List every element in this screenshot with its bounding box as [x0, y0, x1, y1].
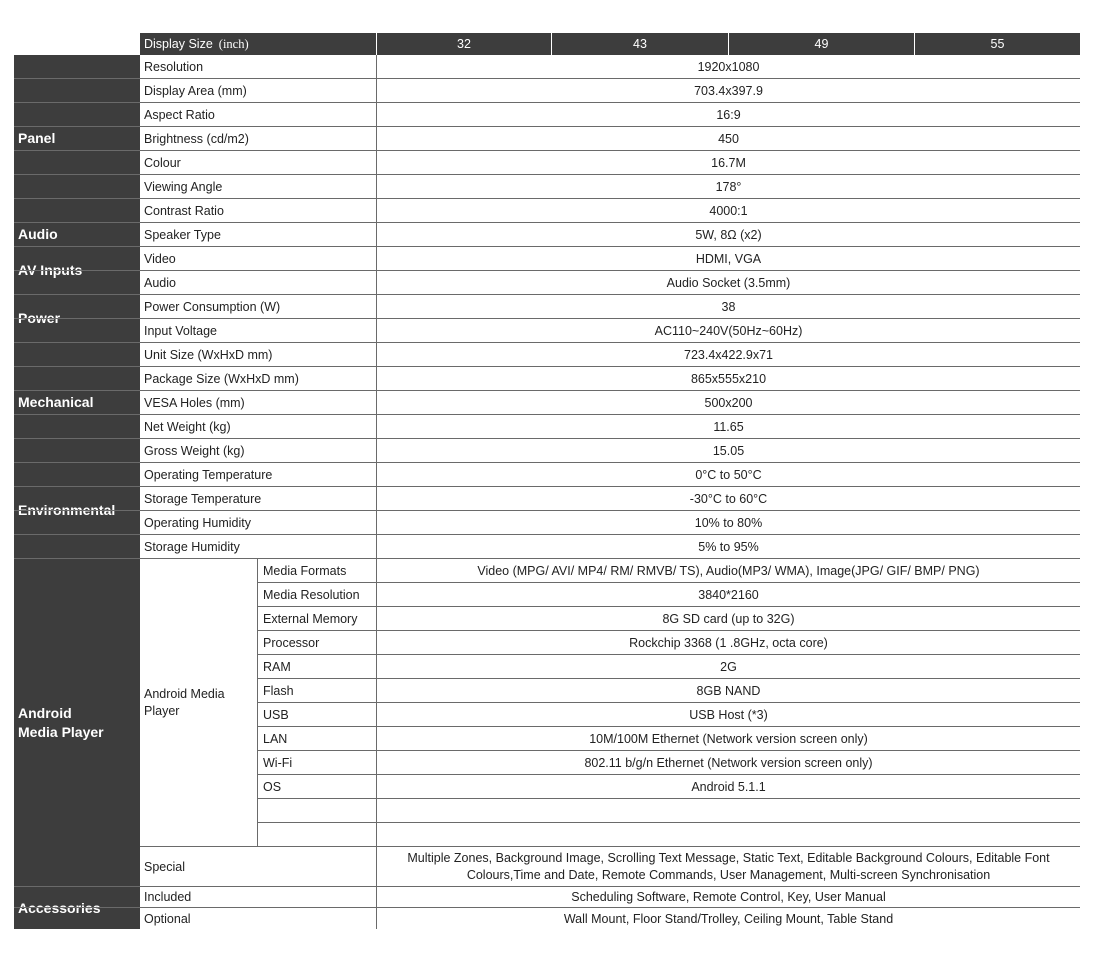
table-header: [140, 33, 1080, 55]
row-value: -30°C to 60°C: [376, 487, 1080, 510]
table-row: [14, 908, 1080, 929]
row-label: Package Size (WxHxD mm): [144, 371, 299, 386]
row-sublabel: [257, 799, 376, 822]
row-label: Unit Size (WxHxD mm): [144, 347, 273, 362]
table-row: [14, 535, 1080, 559]
row-sublabel: [257, 823, 376, 846]
table-row: [257, 631, 1080, 655]
category-android: Android Media Player: [14, 559, 140, 887]
table-row-special: [14, 847, 1080, 887]
row-value: 865x555x210: [376, 367, 1080, 390]
header-size-43: 43: [551, 33, 728, 55]
row-label: Contrast Ratio: [144, 203, 224, 218]
table-row: [14, 511, 1080, 535]
row-value: 178°: [376, 175, 1080, 198]
row-value: Wall Mount, Floor Stand/Trolley, Ceiling Mount, Table Stand: [376, 908, 1080, 929]
table-row: [14, 151, 1080, 175]
table-row: [14, 367, 1080, 391]
category-power: Power: [14, 295, 140, 343]
row-value: 8G SD card (up to 32G): [376, 607, 1080, 630]
table-row: [257, 703, 1080, 727]
row-value: 802.11 b/g/n Ethernet (Network version screen only): [376, 751, 1080, 774]
row-sublabel: OS: [257, 775, 376, 798]
row-label: Included: [144, 890, 192, 904]
category-av-inputs: AV Inputs: [14, 247, 140, 295]
header-size-32: 32: [376, 33, 551, 55]
row-label: Special: [144, 859, 185, 874]
table-row: [257, 751, 1080, 775]
row-value: Scheduling Software, Remote Control, Key, User Manual: [376, 887, 1080, 907]
table-row: [14, 199, 1080, 223]
row-value: Multiple Zones, Background Image, Scrolling Text Message, Static Text, Editable Background Colours, Editable Font Colours,Time and Date, Remote Commands, User Management, Multi-screen Synchronisation: [376, 847, 1080, 886]
row-sublabel: Wi-Fi: [257, 751, 376, 774]
header-label: Display Size: [144, 37, 213, 51]
row-sublabel: Processor: [257, 631, 376, 654]
row-value: 0°C to 50°C: [376, 463, 1080, 486]
table-row: [14, 463, 1080, 487]
row-label: Gross Weight (kg): [144, 443, 245, 458]
row-value: 10M/100M Ethernet (Network version screen only): [376, 727, 1080, 750]
row-sublabel: Flash: [257, 679, 376, 702]
header-unit: (inch): [218, 36, 249, 51]
header-size-49: 49: [728, 33, 914, 55]
row-sublabel: External Memory: [257, 607, 376, 630]
table-row: [257, 607, 1080, 631]
category-panel: Panel: [14, 55, 140, 223]
table-row: [257, 775, 1080, 799]
header-size-55: 55: [914, 33, 1080, 55]
row-value: [376, 799, 1080, 822]
row-value: Android 5.1.1: [376, 775, 1080, 798]
row-sublabel: Media Resolution: [257, 583, 376, 606]
row-value: 703.4x397.9: [376, 79, 1080, 102]
table-row: [14, 295, 1080, 319]
row-label: Audio: [144, 275, 176, 290]
row-value: 2G: [376, 655, 1080, 678]
row-value: 450: [376, 127, 1080, 150]
category-audio: Audio: [14, 223, 140, 247]
row-value: 1920x1080: [376, 55, 1080, 78]
table-row: [257, 583, 1080, 607]
row-label: Net Weight (kg): [144, 419, 231, 434]
row-sublabel: RAM: [257, 655, 376, 678]
table-row: [14, 79, 1080, 103]
row-value: USB Host (*3): [376, 703, 1080, 726]
row-value: 38: [376, 295, 1080, 318]
row-label: Storage Temperature: [144, 491, 262, 506]
table-row: [14, 175, 1080, 199]
row-value: 16:9: [376, 103, 1080, 126]
table-row: [257, 823, 1080, 847]
row-value: [376, 823, 1080, 846]
row-label: Display Area (mm): [144, 83, 247, 98]
row-label: Colour: [144, 155, 181, 170]
android-group-bottom: [140, 559, 257, 847]
row-label: Optional: [144, 911, 191, 926]
row-value: 723.4x422.9x71: [376, 343, 1080, 366]
row-value: Video (MPG/ AVI/ MP4/ RM/ RMVB/ TS), Audio(MP3/ WMA), Image(JPG/ GIF/ BMP/ PNG): [376, 559, 1080, 582]
category-accessories: Accessories: [14, 887, 140, 929]
table-row: [14, 439, 1080, 463]
row-value: 3840*2160: [376, 583, 1080, 606]
row-label: Operating Temperature: [144, 467, 273, 482]
row-value: 15.05: [376, 439, 1080, 462]
row-label: Video: [144, 251, 176, 266]
row-value: Rockchip 3368 (1 .8GHz, octa core): [376, 631, 1080, 654]
row-value: HDMI, VGA: [376, 247, 1080, 270]
table-row: [14, 55, 1080, 79]
row-label: Resolution: [144, 59, 204, 74]
table-row: [14, 343, 1080, 367]
table-row: [14, 887, 1080, 908]
row-value: 4000:1: [376, 199, 1080, 222]
table-row: [257, 559, 1080, 583]
table-row: [14, 415, 1080, 439]
table-row: [257, 679, 1080, 703]
spec-table: [14, 33, 1080, 929]
row-label: Brightness (cd/m2): [144, 131, 249, 146]
row-sublabel: LAN: [257, 727, 376, 750]
header-display-size: [140, 33, 376, 55]
row-value: 11.65: [376, 415, 1080, 438]
table-row: [14, 487, 1080, 511]
row-label: Operating Humidity: [144, 515, 251, 530]
table-row: [14, 127, 1080, 151]
android-group-label: Android Media Player: [144, 687, 225, 718]
category-environmental: Environmental: [14, 463, 140, 559]
table-row: [14, 103, 1080, 127]
table-row: [14, 247, 1080, 271]
row-label: VESA Holes (mm): [144, 395, 245, 410]
table-row: [257, 727, 1080, 751]
table-row: [14, 391, 1080, 415]
row-value: 5W, 8Ω (x2): [376, 223, 1080, 246]
row-sublabel: USB: [257, 703, 376, 726]
table-row: [257, 799, 1080, 823]
row-label: Aspect Ratio: [144, 107, 215, 122]
row-value: 16.7M: [376, 151, 1080, 174]
row-label: Viewing Angle: [144, 179, 223, 194]
row-sublabel: Media Formats: [257, 559, 376, 582]
category-mechanical: Mechanical: [14, 343, 140, 463]
table-row: [14, 223, 1080, 247]
row-label: Power Consumption (W): [144, 299, 281, 314]
row-value: AC110~240V(50Hz~60Hz): [376, 319, 1080, 342]
row-label: Storage Humidity: [144, 539, 240, 554]
row-value: 5% to 95%: [376, 535, 1080, 558]
row-value: 8GB NAND: [376, 679, 1080, 702]
table-row: [257, 655, 1080, 679]
row-label: Speaker Type: [144, 227, 221, 242]
row-value: 500x200: [376, 391, 1080, 414]
table-row: [14, 271, 1080, 295]
row-value: Audio Socket (3.5mm): [376, 271, 1080, 294]
row-label: Input Voltage: [144, 323, 217, 338]
table-row: [14, 319, 1080, 343]
row-value: 10% to 80%: [376, 511, 1080, 534]
